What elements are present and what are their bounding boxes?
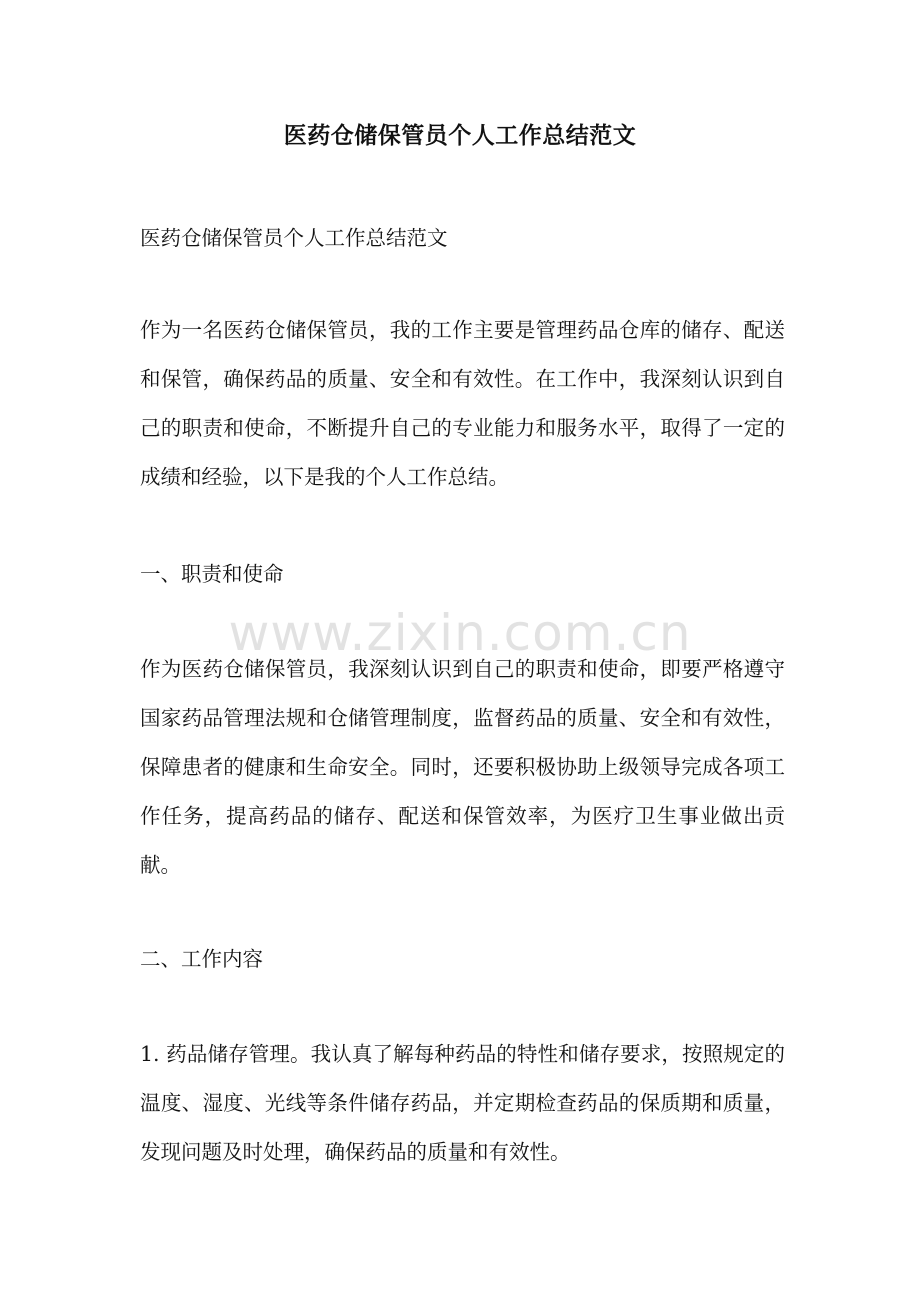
- section-heading-work-content: 二、工作内容: [140, 947, 263, 971]
- intro-paragraph: 作为一名医药仓储保管员，我的工作主要是管理药品仓库的储存、配送和保管，确保药品的质量、安全和有效性。在工作中，我深刻认识到自己的职责和使命，不断提升自己的专业能力和服务水平，取得了一定的成绩和经验，以下是我的个人工作总结。: [140, 318, 785, 489]
- document-title: 医药仓储保管员个人工作总结范文: [283, 122, 637, 149]
- document-subtitle: 医药仓储保管员个人工作总结范文: [140, 226, 448, 250]
- section-body-duties: 作为医药仓储保管员，我深刻认识到自己的职责和使命，即要严格遵守国家药品管理法规和仓储管理制度，监督药品的质量、安全和有效性，保障患者的健康和生命安全。同时，还要积极协助上级领导完成各项工作任务，提高药品的储存、配送和保管效率，为医疗卫生事业做出贡献。: [140, 657, 785, 877]
- work-item-storage: 1. 药品储存管理。我认真了解每种药品的特性和储存要求，按照规定的温度、湿度、光线等条件储存药品，并定期检查药品的保质期和质量，发现问题及时处理，确保药品的质量和有效性。: [140, 1042, 785, 1164]
- section-heading-duties: 一、职责和使命: [140, 562, 284, 586]
- watermark: www.zixin.com.cn: [228, 604, 692, 662]
